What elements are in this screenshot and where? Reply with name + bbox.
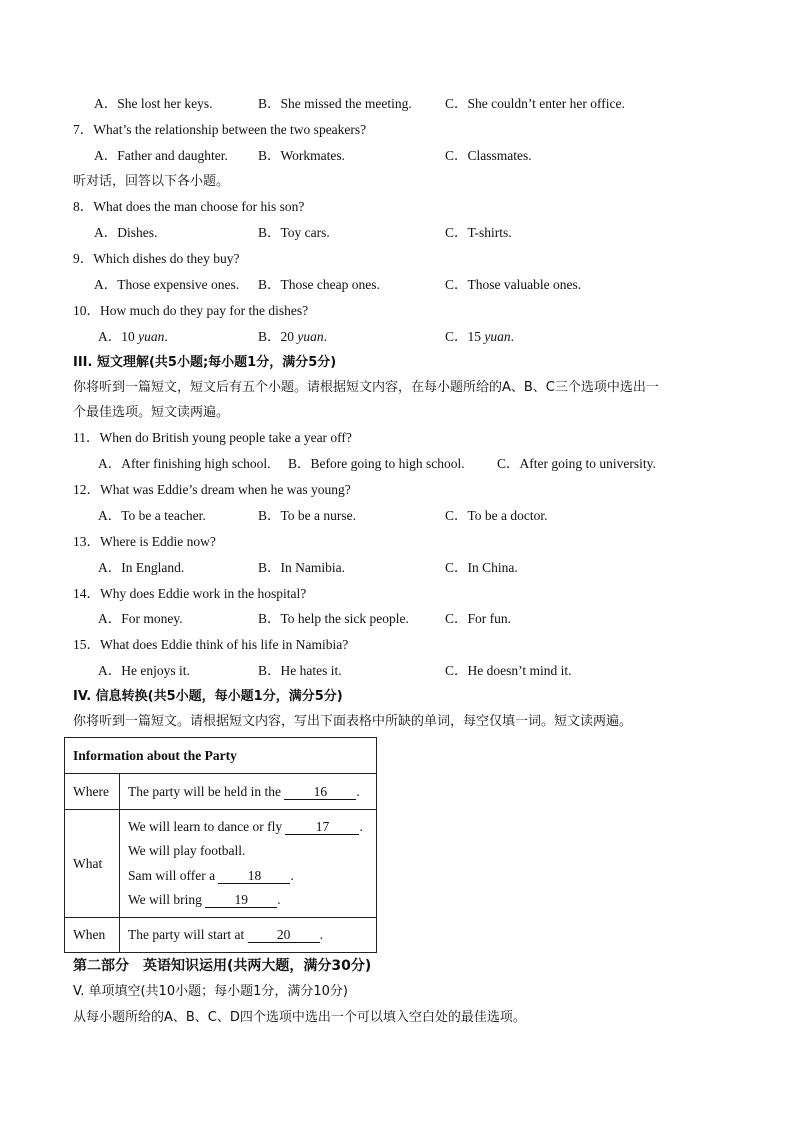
when-cell: [120, 918, 377, 953]
q10-option-a-suffix: .: [164, 329, 168, 344]
blank-20[interactable]: 20: [248, 928, 320, 943]
q10-option-a[interactable]: [98, 328, 168, 346]
q9-option-c[interactable]: C．Those valuable ones.: [445, 277, 582, 292]
q12-option-c[interactable]: C．To be a doctor.: [445, 508, 548, 523]
dialogue-instruction: 听对话，回答以下各小题。: [73, 174, 230, 189]
what-line-3: [128, 864, 376, 889]
q10-option-a-unit: yuan: [138, 329, 165, 344]
what-line-4-text: We will bring: [128, 892, 202, 907]
q8-option-b[interactable]: B．Toy cars.: [258, 225, 330, 240]
q14-question: 14．Why does Eddie work in the hospital?: [73, 586, 307, 601]
section3-title: III. 短文理解(共5小题;每小题1分，满分5分): [73, 355, 337, 370]
section4-instruction: 你将听到一篇短文。请根据短文内容，写出下面表格中所缺的单词，每空仅填一词。短文读两遍。: [73, 714, 633, 729]
q11-option-a[interactable]: A．After finishing high school.: [98, 456, 271, 471]
q14-option-c[interactable]: C．For fun.: [445, 611, 512, 626]
q13-option-c[interactable]: C．In China.: [445, 560, 518, 575]
q8-question: 8．What does the man choose for his son?: [73, 199, 305, 214]
blank-17[interactable]: 17: [285, 820, 359, 835]
section3-instruction-line1: 你将听到一篇短文，短文后有五个小题。请根据短文内容，在每小题所给的A、B、C三个选项中选出一: [73, 380, 659, 395]
q10-option-b[interactable]: [258, 328, 327, 346]
what-line-1: [128, 815, 376, 840]
q8-option-c[interactable]: C．T-shirts.: [445, 225, 512, 240]
what-line-1-period: .: [359, 818, 363, 834]
section3-instruction-line2: 个最佳选项。短文读两遍。: [73, 405, 230, 420]
q13-option-a[interactable]: A．In England.: [98, 560, 185, 575]
q13-question: 13．Where is Eddie now?: [73, 534, 216, 549]
what-line-4: [128, 888, 376, 913]
what-line-3-text: Sam will offer a: [128, 867, 216, 883]
blank-18[interactable]: 18: [218, 869, 290, 884]
q14-option-a[interactable]: A．For money.: [98, 611, 183, 626]
q10-option-c-unit: yuan: [484, 329, 511, 344]
q11-option-b[interactable]: B．Before going to high school.: [288, 456, 465, 471]
q15-option-b[interactable]: B．He hates it.: [258, 663, 342, 678]
q7-option-a[interactable]: A．Father and daughter.: [94, 148, 228, 163]
where-period: .: [356, 783, 360, 799]
q6-option-b[interactable]: B．She missed the meeting.: [258, 96, 412, 111]
q6-option-a[interactable]: A．She lost her keys.: [94, 96, 213, 111]
section5-title: V. 单项填空(共10小题；每小题1分，满分10分): [73, 984, 348, 999]
what-line-4-period: .: [277, 892, 281, 907]
q9-question: 9．Which dishes do they buy?: [73, 251, 240, 266]
q7-question: 7．What’s the relationship between the two speakers?: [73, 122, 367, 137]
blank-19[interactable]: 19: [205, 893, 277, 908]
where-cell: [120, 774, 377, 810]
q15-option-c[interactable]: C．He doesn’t mind it.: [445, 663, 572, 678]
table-header: Information about the Party: [65, 738, 377, 774]
q15-option-a[interactable]: A．He enjoys it.: [98, 663, 190, 678]
what-line-2: We will play football.: [128, 843, 246, 858]
q10-option-a-prefix: A．10: [98, 329, 135, 344]
q10-question: 10．How much do they pay for the dishes?: [73, 303, 309, 318]
q10-option-b-unit: yuan: [297, 329, 324, 344]
q10-option-b-suffix: .: [323, 329, 328, 344]
when-label: When: [65, 918, 120, 953]
where-label: Where: [65, 774, 120, 810]
q7-option-c[interactable]: C．Classmates.: [445, 148, 532, 163]
section5-instruction: 从每小题所给的A、B、C、D四个选项中选出一个可以填入空白处的最佳选项。: [73, 1010, 526, 1025]
party-info-table: [64, 737, 377, 953]
section4-title: IV. 信息转换(共5小题，每小题1分，满分5分): [73, 689, 343, 704]
q7-option-b[interactable]: B．Workmates.: [258, 148, 346, 163]
q10-option-c-suffix: .: [510, 329, 515, 344]
q10-option-c-prefix: C．15: [445, 329, 482, 344]
q12-option-a[interactable]: A．To be a teacher.: [98, 508, 206, 523]
q9-option-a[interactable]: A．Those expensive ones.: [94, 277, 240, 292]
what-line-3-period: .: [290, 867, 294, 883]
q11-option-c[interactable]: C．After going to university.: [497, 456, 656, 471]
q13-option-b[interactable]: B．In Namibia.: [258, 560, 345, 575]
q12-question: 12．What was Eddie’s dream when he was young?: [73, 482, 351, 497]
q10-option-c[interactable]: [445, 328, 514, 346]
q9-option-b[interactable]: B．Those cheap ones.: [258, 277, 380, 292]
when-text: The party will start at: [128, 927, 245, 942]
q10-option-b-prefix: B．20: [258, 329, 295, 344]
q14-option-b[interactable]: B．To help the sick people.: [258, 611, 409, 626]
what-cell: [120, 810, 377, 918]
q8-option-a[interactable]: A．Dishes.: [94, 225, 158, 240]
part2-title: 第二部分 英语知识运用(共两大题，满分30分): [73, 958, 372, 974]
q11-question: 11．When do British young people take a year off?: [73, 430, 352, 445]
q15-question: 15．What does Eddie think of his life in Namibia?: [73, 637, 349, 652]
what-line-1-text: We will learn to dance or fly: [128, 818, 283, 834]
blank-16[interactable]: 16: [284, 785, 356, 800]
what-label: What: [65, 810, 120, 918]
q12-option-b[interactable]: B．To be a nurse.: [258, 508, 357, 523]
q6-option-c[interactable]: C．She couldn’t enter her office.: [445, 96, 625, 111]
when-period: .: [319, 927, 323, 942]
where-text: The party will be held in the: [128, 783, 281, 799]
